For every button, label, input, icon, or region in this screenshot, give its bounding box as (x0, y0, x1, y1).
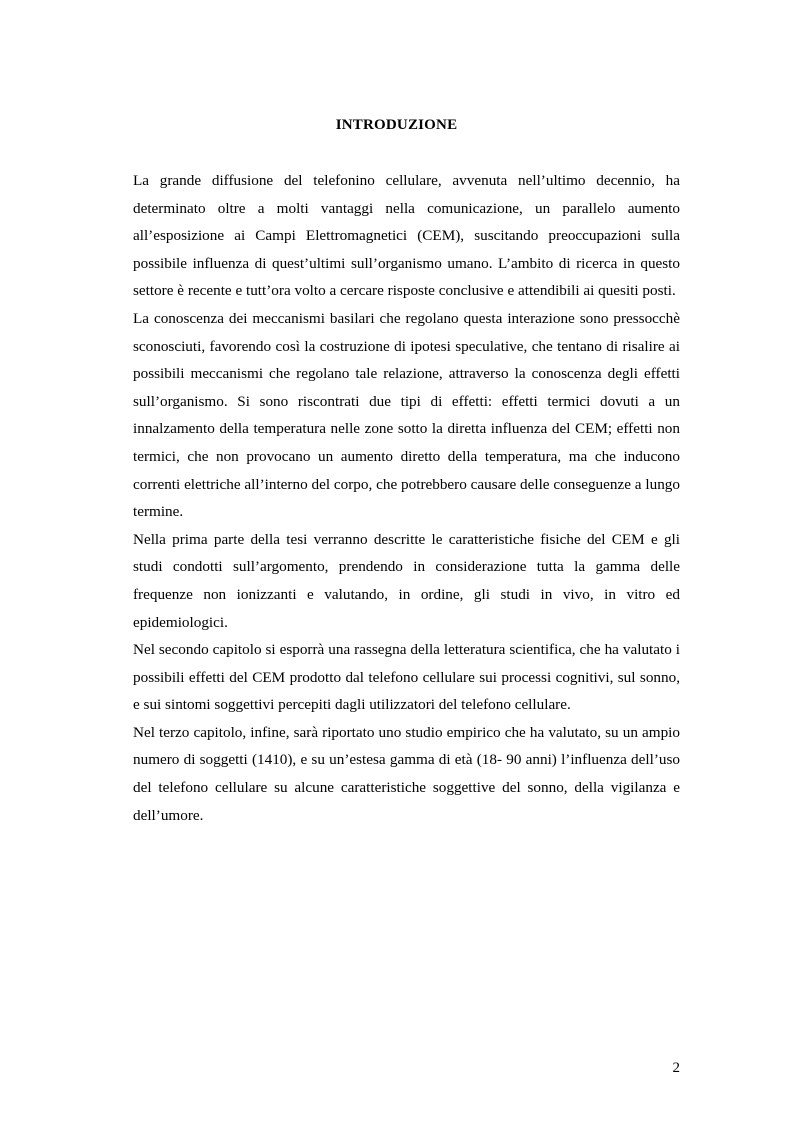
paragraph-1: La grande diffusione del telefonino cellulare, avvenuta nell’ultimo decennio, ha determinato oltre a molti vantaggi nella comunicazione, un parallelo aumento all’esposizione ai Campi Elettromagnetici (CEM), suscitando preoccupazioni sulla possibile influenza di quest’ultimi sull’organismo umano. L’ambito di ricerca in questo settore è recente e tutt’ora volto a cercare risposte conclusive e attendibili ai quesiti posti. (133, 172, 680, 300)
paragraph-3: Nella prima parte della tesi verranno descritte le caratteristiche fisiche del CEM e gli studi condotti sull’argomento, prendendo in considerazione tutta la gamma delle frequenze non ionizzanti e valutando, in ordine, gli studi in vivo, in vitro ed epidemiologici. (133, 530, 680, 631)
paragraph-5: Nel terzo capitolo, infine, sarà riportato uno studio empirico che ha valutato, su un ampio numero di soggetti (1410), e su un’estesa gamma di età (18- 90 anni) l’influenza dell’uso del telefono cellulare su alcune caratteristiche soggettive del sonno, della vigilanza e dell’umore. (133, 723, 680, 824)
body-text (133, 167, 680, 829)
paragraph-4: Nel secondo capitolo si esporrà una rassegna della letteratura scientifica, che ha valutato i possibili effetti del CEM prodotto dal telefono cellulare sui processi cognitivi, sul sonno, e sui sintomi soggettivi percepiti dagli utilizzatori del telefono cellulare. (133, 641, 680, 714)
page-title: INTRODUZIONE (335, 117, 458, 133)
page-number: 2 (672, 1060, 680, 1076)
paragraph-2: La conoscenza dei meccanismi basilari che regolano questa interazione sono pressocchè sconosciuti, favorendo così la costruzione di ipotesi speculative, che tentano di risalire ai possibili meccanismi che regolano tale relazione, attraverso la conoscenza degli effetti sull’organismo. Si sono riscontrati due tipi di effetti: effetti termici dovuti a un innalzamento della temperatura nelle zone sotto la diretta influenza del CEM; effetti non termici, che non provocano un aumento diretto della temperatura, ma che inducono correnti elettriche all’interno del corpo, che potrebbero causare delle conseguenze a lungo termine. (133, 309, 680, 521)
